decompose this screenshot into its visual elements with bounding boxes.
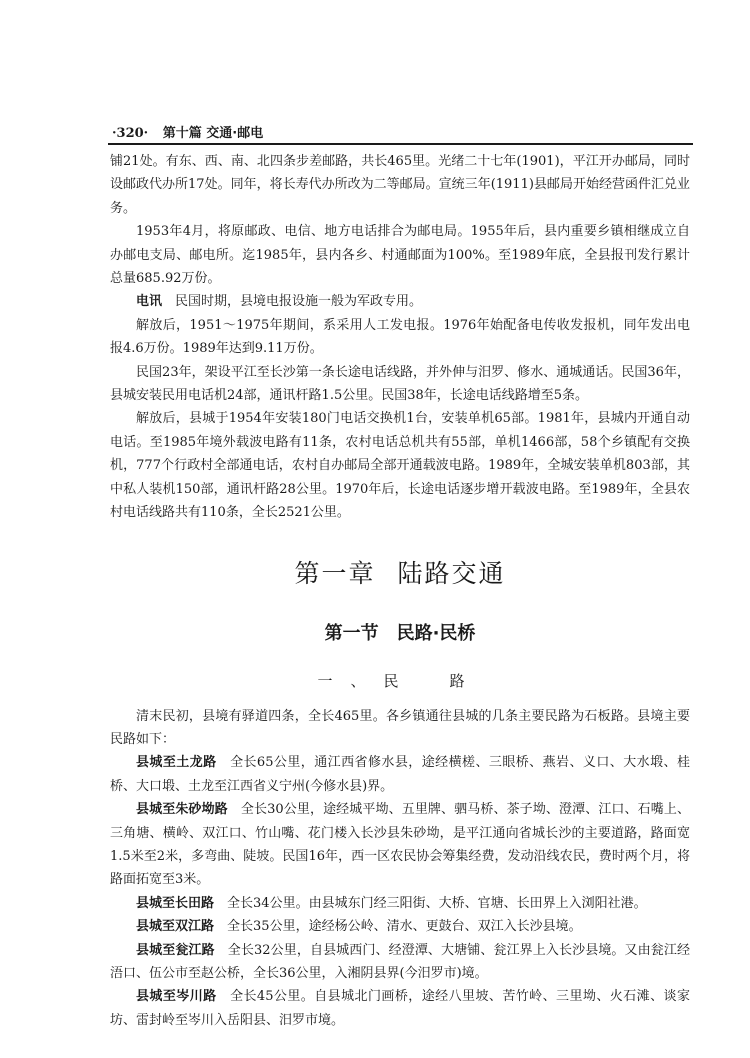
road-entry bbox=[110, 892, 690, 915]
header-rule bbox=[108, 143, 693, 145]
paragraph-telegraph: 解放后，1951～1975年期间，系采用人工发电报。1976年始配备电传收发报机，同年发出电报4.6万份。1989年达到9.11万份。 bbox=[110, 317, 690, 357]
page-body bbox=[110, 150, 690, 1032]
road-desc: 全长32公里，自县城西门、经澄潭、大塘铺、瓮江界上入长沙县境。又由瓮江经浯口、伍公市至赵公桥，全长36公里，入湘阴县界(今汨罗市)境。 bbox=[110, 942, 690, 981]
road-entry bbox=[110, 915, 690, 938]
road-name: 县城至长田路 bbox=[136, 895, 215, 911]
page-number: ·320· bbox=[112, 126, 149, 141]
road-desc: 全长34公里。由县城东门经三阳街、大桥、官塘、长田界上入浏阳社港。 bbox=[227, 895, 647, 911]
road-desc: 全长65公里，通江西省修水县，途经横槎、三眼桥、燕岩、义口、大水塅、桂桥、大口塅、土龙至江西省义宁州(今修水县)界。 bbox=[110, 755, 690, 794]
part-title: 第十篇 交通·邮电 bbox=[162, 126, 264, 141]
paragraph-postal-history: 铺21处。有东、西、南、北四条步差邮路，共长465里。光绪二十七年(1901)，平江开办邮局，同时设邮政代办所17处。同年，将长寿代办所改为二等邮局。宣统三年(1911)县邮局开始经营函件汇兑业务。 bbox=[110, 154, 690, 216]
road-desc: 全长35公里，途经杨公岭、清水、更鼓台、双江入长沙县境。 bbox=[227, 919, 582, 935]
telecom-text: 民国时期，县境电报设施一般为军政专用。 bbox=[175, 294, 423, 310]
running-header bbox=[112, 122, 692, 141]
chapter-number: 第一章 bbox=[294, 558, 376, 588]
road-entry bbox=[110, 798, 690, 892]
paragraph-telephone: 解放后，县城于1954年安装180门电话交换机1台，安装单机65部。1981年，县城内开通自动电话。至1985年境外载波电路有11条，农村电话总机共有55部，单机1466部，58个乡镇配有交换机，777个行政村全部通电话，农村自办邮局全部开通载波电路。1989年，全城安装单机803部，其中私人装机150部，通讯杆路28公里。1970年后，长途电话逐步增开载波电路。至1989年，全县农村电话线路共有110条，全长2521公里。 bbox=[110, 411, 690, 521]
road-name: 县城至朱砂坳路 bbox=[136, 802, 228, 818]
road-name: 县城至土龙路 bbox=[136, 755, 217, 771]
section-title: 民路·民桥 bbox=[396, 622, 476, 644]
chapter-heading bbox=[110, 553, 690, 595]
road-desc: 全长45公里。自县城北门画桥，途经八里坡、苦竹岭、三里坳、火石滩、谈家坊、雷封岭至岑川入岳阳县、汨罗市境。 bbox=[110, 989, 690, 1028]
road-entry bbox=[110, 985, 690, 1032]
road-entry bbox=[110, 751, 690, 798]
road-name: 县城至双江路 bbox=[136, 919, 215, 935]
paragraph-postal-merger: 1953年4月，将原邮政、电信、地方电话排合为邮电局。1955年后，县内重要乡镇相继成立自办邮电支局、邮电所。迄1985年，县内各乡、村通邮面为100%。至1989年底，全县报刊发行累计总量685.92万份。 bbox=[110, 224, 690, 287]
subsection-heading: 一、民 路 bbox=[317, 671, 483, 690]
paragraph-roads-intro: 清末民初，县境有驿道四条，全长465里。各乡镇通往县城的几条主要民路为石板路。县境主要民路如下： bbox=[110, 708, 690, 747]
road-name: 县城至瓮江路 bbox=[136, 942, 215, 958]
road-desc: 全长30公里，途经城平坳、五里牌、驷马桥、茶子坳、澄潭、江口、石嘴上、三角塘、横岭、双江口、竹山嘴、花门楼入长沙县朱砂坳，是平江通向省城长沙的主要道路，路面宽1.5米至2米，多弯曲、陡坡。民国16年，西一区农民协会筹集经费，发动沿线农民，费时两个月，将路面拓宽至3米。 bbox=[110, 802, 690, 888]
section-heading bbox=[110, 619, 690, 649]
paragraph-long-distance: 民国23年，架设平江至长沙第一条长途电话线路，并外伸与汨罗、修水、通城通话。民国36年，县城安装民用电话机24部，通讯杆路1.5公里。民国38年，长途电话线路增至5条。 bbox=[110, 364, 690, 404]
chapter-title: 陆路交通 bbox=[397, 558, 506, 588]
section-number: 第一节 bbox=[324, 622, 379, 644]
telecom-term: 电讯 bbox=[136, 294, 163, 310]
road-entry bbox=[110, 939, 690, 986]
paragraph-telecom bbox=[110, 290, 690, 313]
road-name: 县城至岑川路 bbox=[136, 989, 217, 1005]
